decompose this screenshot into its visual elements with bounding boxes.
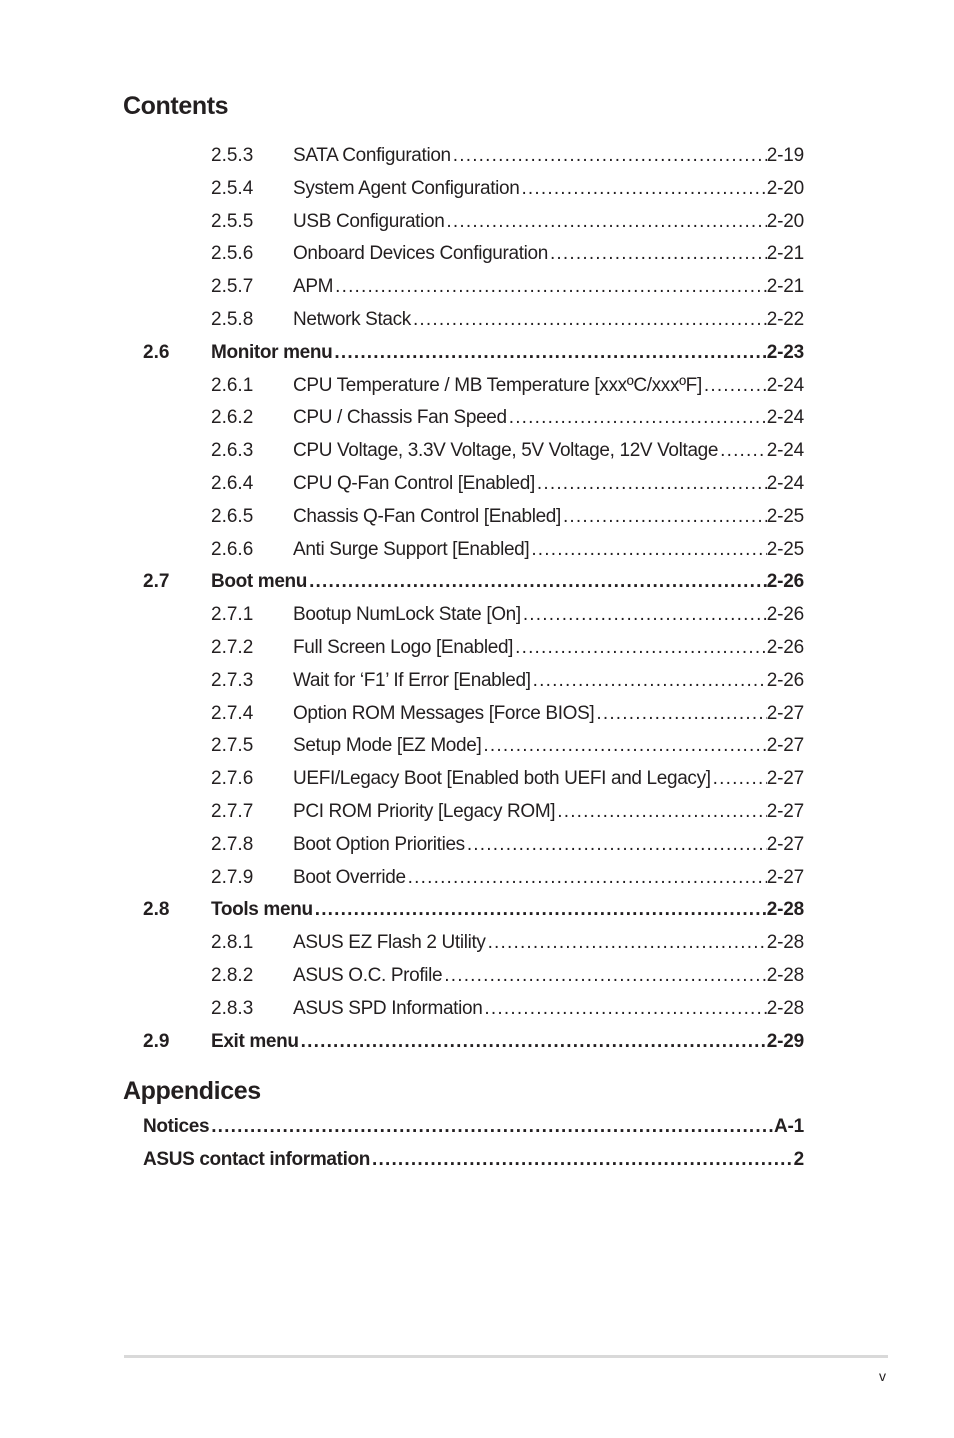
toc-subsection-entry[interactable] [211,800,804,824]
toc-entry-page: 2-24 [766,374,804,396]
toc-entry-number: 2.5.5 [211,210,254,232]
toc-entry-number: 2.5.4 [211,177,254,199]
toc-entry-page: 2-24 [766,407,804,429]
dot-leader [561,505,767,529]
toc-entry-title: Tools menu [211,899,313,921]
toc-entry-page: 2-26 [766,669,804,691]
dot-leader [332,341,766,365]
toc-entry-title: CPU / Chassis Fan Speed [293,407,507,429]
dot-leader [299,1030,767,1054]
appendix-entry-title: Notices [143,1116,210,1137]
toc-entry-page: 2-20 [766,177,804,199]
toc-entry-title: Chassis Q-Fan Control [Enabled] [293,505,561,527]
toc-section-entry[interactable] [143,570,804,594]
toc-entry-page: 2-28 [766,965,804,986]
toc-entry-line [293,931,804,955]
toc-section-entry[interactable] [143,898,804,922]
toc-entry-title: CPU Voltage, 3.3V Voltage, 5V Voltage, 12V Voltage [293,440,719,462]
toc-entry-number: 2.7.5 [211,735,254,757]
dot-leader [465,833,767,857]
toc-entry-number: 2.6.1 [211,374,254,396]
dot-leader [307,570,767,594]
appendix-entry-line [143,1148,804,1172]
toc-section-entry[interactable] [143,341,804,365]
toc-entry-title: SATA Configuration [293,145,451,166]
toc-entry-number: 2.6.6 [211,538,254,560]
toc-entry-page: 2-21 [766,243,804,265]
toc-entry-line [211,898,804,922]
toc-entry-number: 2.8.2 [211,965,254,986]
toc-entry-page: 2-20 [766,210,804,232]
toc-entry-number: 2.6.5 [211,505,254,527]
dot-leader [711,767,767,791]
appendices-heading: Appendices [123,1077,261,1105]
toc-subsection-entry[interactable] [211,603,804,627]
toc-entry-page: 2-28 [766,932,804,954]
appendix-entry-line [143,1115,804,1139]
toc-entry-line [293,734,804,758]
toc-entry-title: ASUS O.C. Profile [293,965,443,986]
toc-entry-line [211,341,804,365]
toc-entry-title: APM [293,276,334,298]
toc-entry-page: 2-27 [766,735,804,757]
toc-entry-page: 2-24 [766,473,804,494]
toc-entry-page: 2-25 [766,505,804,527]
toc-entry-page: 2-26 [766,604,804,626]
toc-entry-line [293,374,804,398]
toc-entry-line [293,177,804,201]
toc-subsection-entry[interactable] [211,833,804,857]
toc-entry-page: 2-27 [766,702,804,724]
toc-subsection-entry[interactable] [211,308,804,332]
dot-leader [411,308,767,332]
appendix-entry[interactable] [143,1115,804,1139]
toc-entry-line [293,866,804,890]
toc-entry-title: UEFI/Legacy Boot [Enabled both UEFI and Legacy] [293,768,711,790]
toc-subsection-entry[interactable] [211,505,804,529]
toc-entry-title: Onboard Devices Configuration [293,243,548,265]
toc-subsection-entry[interactable] [211,210,804,234]
toc-entry-number: 2.7.2 [211,637,254,658]
dot-leader [486,931,767,955]
toc-entry-line [293,767,804,791]
toc-entry-number: 2.7.3 [211,669,254,691]
dot-leader [519,177,766,201]
toc-entry-title: ASUS EZ Flash 2 Utility [293,932,486,954]
toc-entry-page: 2-28 [766,899,804,921]
toc-entry-title: Boot Override [293,866,406,888]
toc-subsection-entry[interactable] [211,242,804,266]
toc-subsection-entry[interactable] [211,702,804,726]
appendix-entry-title: ASUS contact information [143,1149,371,1170]
dot-leader [555,800,767,824]
toc-entry-page: 2-19 [766,145,804,166]
toc-entry-title: Bootup NumLock State [On] [293,604,521,626]
toc-entry-line [293,800,804,824]
toc-entry-title: Boot menu [211,571,308,593]
toc-entry-page: 2-26 [766,571,804,593]
toc-entry-title: CPU Q-Fan Control [Enabled] [293,473,535,494]
toc-subsection-entry[interactable] [211,538,804,562]
toc-entry-number: 2.6.3 [211,440,254,462]
toc-entry-title: PCI ROM Priority [Legacy ROM] [293,801,556,822]
dot-leader [333,275,767,299]
dot-leader [535,472,767,496]
toc-entry-line [293,439,804,463]
toc-entry-line [211,570,804,594]
toc-entry-number: 2.7.8 [211,833,254,855]
dot-leader [313,898,767,922]
toc-subsection-entry[interactable] [211,472,804,496]
toc-entry-number: 2.7.1 [211,604,254,626]
toc-entry-line [293,603,804,627]
dot-leader [513,636,767,660]
toc-entry-line [293,636,804,660]
toc-subsection-entry[interactable] [211,964,804,988]
toc-section-entry[interactable] [143,1030,804,1054]
dot-leader [594,702,766,726]
toc-entry-number: 2.9 [143,1030,170,1052]
dot-leader [209,1115,774,1139]
toc-entry-title: Network Stack [293,309,411,330]
toc-entry-title: Anti Surge Support [Enabled] [293,538,530,560]
toc-entry-number: 2.7.7 [211,801,254,822]
toc-entry-line [293,505,804,529]
toc-entry-page: 2-24 [766,440,804,462]
toc-entry-page: 2-26 [766,637,804,658]
toc-entry-number: 2.7 [143,571,170,593]
toc-entry-page: 2-27 [766,866,804,888]
toc-entry-line [293,406,804,430]
toc-subsection-entry[interactable] [211,669,804,693]
toc-entry-title: System Agent Configuration [293,177,520,199]
dot-leader [444,210,766,234]
dot-leader [481,734,766,758]
toc-entry-number: 2.5.3 [211,145,254,166]
dot-leader [718,439,767,463]
toc-entry-line [293,964,804,988]
toc-entry-page: 2-27 [766,768,804,790]
toc-entry-number: 2.7.4 [211,702,254,724]
toc-entry-number: 2.8.1 [211,932,254,954]
toc-entry-number: 2.7.9 [211,866,254,888]
toc-entry-line [293,275,804,299]
toc-entry-title: Setup Mode [EZ Mode] [293,735,482,757]
toc-subsection-entry[interactable] [211,275,804,299]
toc-entry-number: 2.8.3 [211,997,254,1019]
toc-entry-title: Full Screen Logo [Enabled] [293,637,514,658]
toc-entry-title: USB Configuration [293,210,445,232]
footer-rule [124,1355,888,1358]
toc-subsection-entry[interactable] [211,866,804,890]
toc-entry-line [293,538,804,562]
dot-leader [702,374,767,398]
toc-entry-line [293,669,804,693]
toc-entry-title: Option ROM Messages [Force BIOS] [293,702,595,724]
toc-entry-number: 2.5.8 [211,309,254,330]
dot-leader [442,964,767,988]
appendix-entry[interactable] [143,1148,804,1172]
toc-entry-number: 2.6 [143,341,170,363]
toc-entry-number: 2.6.2 [211,407,254,429]
toc-entry-page: 2-28 [766,997,804,1019]
toc-entry-line [293,308,804,332]
toc-entry-number: 2.5.6 [211,243,254,265]
dot-leader [451,144,767,168]
appendix-entry-page: A-1 [773,1116,804,1137]
toc-entry-page: 2-22 [766,309,804,330]
toc-subsection-entry[interactable] [211,144,804,168]
dot-leader [531,669,767,693]
dot-leader [521,603,767,627]
toc-subsection-entry[interactable] [211,374,804,398]
toc-entry-page: 2-21 [766,276,804,298]
toc-entry-page: 2-25 [766,538,804,560]
toc-subsection-entry[interactable] [211,177,804,201]
toc-entry-number: 2.6.4 [211,473,254,494]
appendix-entry-page: 2 [793,1149,804,1170]
toc-subsection-entry[interactable] [211,997,804,1021]
toc-entry-number: 2.8 [143,899,170,921]
toc-entry-number: 2.7.6 [211,768,254,790]
toc-entry-page: 2-29 [766,1030,804,1052]
toc-subsection-entry[interactable] [211,406,804,430]
toc-entry-page: 2-27 [766,801,804,822]
toc-subsection-entry[interactable] [211,734,804,758]
toc-entry-title: ASUS SPD Information [293,997,483,1019]
toc-subsection-entry[interactable] [211,636,804,660]
contents-heading: Contents [123,92,229,120]
dot-leader [406,866,767,890]
page-number: v [879,1368,886,1384]
toc-subsection-entry[interactable] [211,439,804,463]
dot-leader [548,242,767,266]
toc-entry-line [293,242,804,266]
toc-entry-line [211,1030,804,1054]
dot-leader [370,1148,794,1172]
toc-entry-title: Boot Option Priorities [293,833,465,855]
toc-entry-line [293,702,804,726]
dot-leader [529,538,766,562]
toc-entry-line [293,144,804,168]
dot-leader [482,997,766,1021]
toc-entry-title: Monitor menu [211,341,333,363]
toc-entry-line [293,833,804,857]
toc-entry-line [293,472,804,496]
toc-entry-number: 2.5.7 [211,276,254,298]
toc-entry-title: CPU Temperature / MB Temperature [xxxºC/xxxºF] [293,374,702,396]
toc-subsection-entry[interactable] [211,767,804,791]
toc-entry-title: Wait for ‘F1’ If Error [Enabled] [293,669,531,691]
toc-entry-line [293,210,804,234]
toc-subsection-entry[interactable] [211,931,804,955]
toc-entry-title: Exit menu [211,1030,299,1052]
dot-leader [507,406,767,430]
toc-entry-page: 2-27 [766,833,804,855]
toc-entry-line [293,997,804,1021]
toc-entry-page: 2-23 [766,341,804,363]
